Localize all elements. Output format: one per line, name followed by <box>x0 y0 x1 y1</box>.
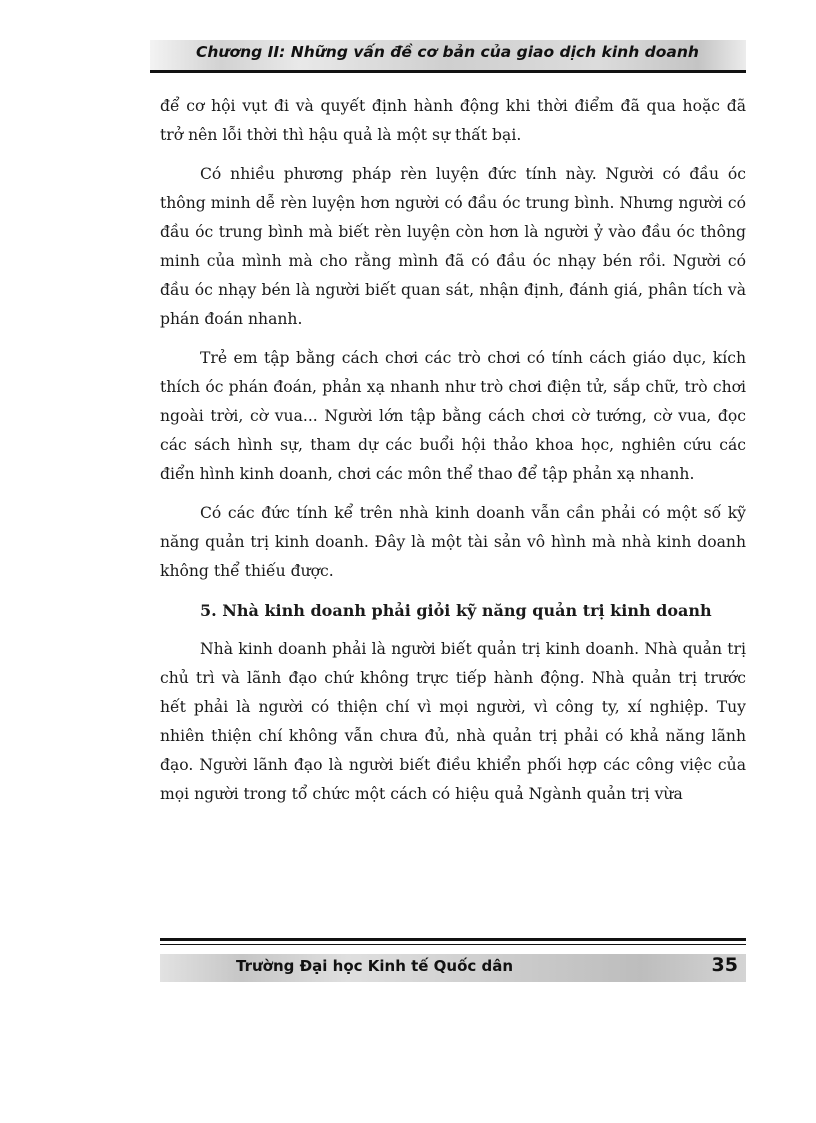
paragraph-group-before <box>160 92 746 586</box>
section-heading: 5. Nhà kinh doanh phải giỏi kỹ năng quản trị kinh doanh <box>200 601 712 620</box>
paragraph: Có nhiều phương pháp rèn luyện đức tính này. Người có đầu óc thông minh dễ rèn luyện hơn người có đầu óc trung bình. Nhưng người có đầu óc trung bình mà biết rèn luyện còn hơn là người ỷ vào đầu óc thông minh của mình mà cho rằng mình đã có đầu óc nhạy bén rồi. Người có đầu óc nhạy bén là người biết quan sát, nhận định, đánh giá, phân tích và phán đoán nhanh. <box>160 165 746 328</box>
page-number: 35 <box>711 954 738 976</box>
paragraph: Có các đức tính kể trên nhà kinh doanh vẫn cần phải có một số kỹ năng quản trị kinh doanh. Đây là một tài sản vô hình mà nhà kinh doanh không thể thiếu được. <box>160 504 746 580</box>
paragraph: Nhà kinh doanh phải là người biết quản trị kinh doanh. Nhà quản trị chủ trì và lãnh đạo chứ không trực tiếp hành động. Nhà quản trị trước hết phải là người có thiện chí vì mọi người, vì công ty, xí nghiệp. Tuy nhiên thiện chí không vẫn chưa đủ, nhà quản trị phải có khả năng lãnh đạo. Người lãnh đạo là người biết điều khiển phối hợp các công việc của mọi người trong tổ chức một cách có hiệu quả Ngành quản trị vừa <box>160 640 746 803</box>
page-body <box>160 92 746 809</box>
paragraph: Trẻ em tập bằng cách chơi các trò chơi có tính cách giáo dục, kích thích óc phán đoán, phản xạ nhanh như trò chơi điện tử, sắp chữ, trò chơi ngoài trời, cờ vua... Người lớn tập bằng cách chơi cờ tướng, cờ vua, đọc các sách hình sự, tham dự các buổi hội thảo khoa học, nghiên cứu các điển hình kinh doanh, chơi các môn thể thao để tập phản xạ nhanh. <box>160 349 746 483</box>
footer-rule-top <box>160 938 746 941</box>
institution-name: Trường Đại học Kinh tế Quốc dân <box>236 957 514 975</box>
header-rule <box>150 70 746 73</box>
paragraph: để cơ hội vụt đi và quyết định hành động khi thời điểm đã qua hoặc đã trở nên lỗi thời thì hậu quả là một sự thất bại. <box>160 97 746 144</box>
footer-rule-bottom <box>160 944 746 945</box>
paragraph-group-after <box>160 635 746 809</box>
chapter-title: Chương II: Những vấn đề cơ bản của giao dịch kinh doanh <box>196 43 699 61</box>
